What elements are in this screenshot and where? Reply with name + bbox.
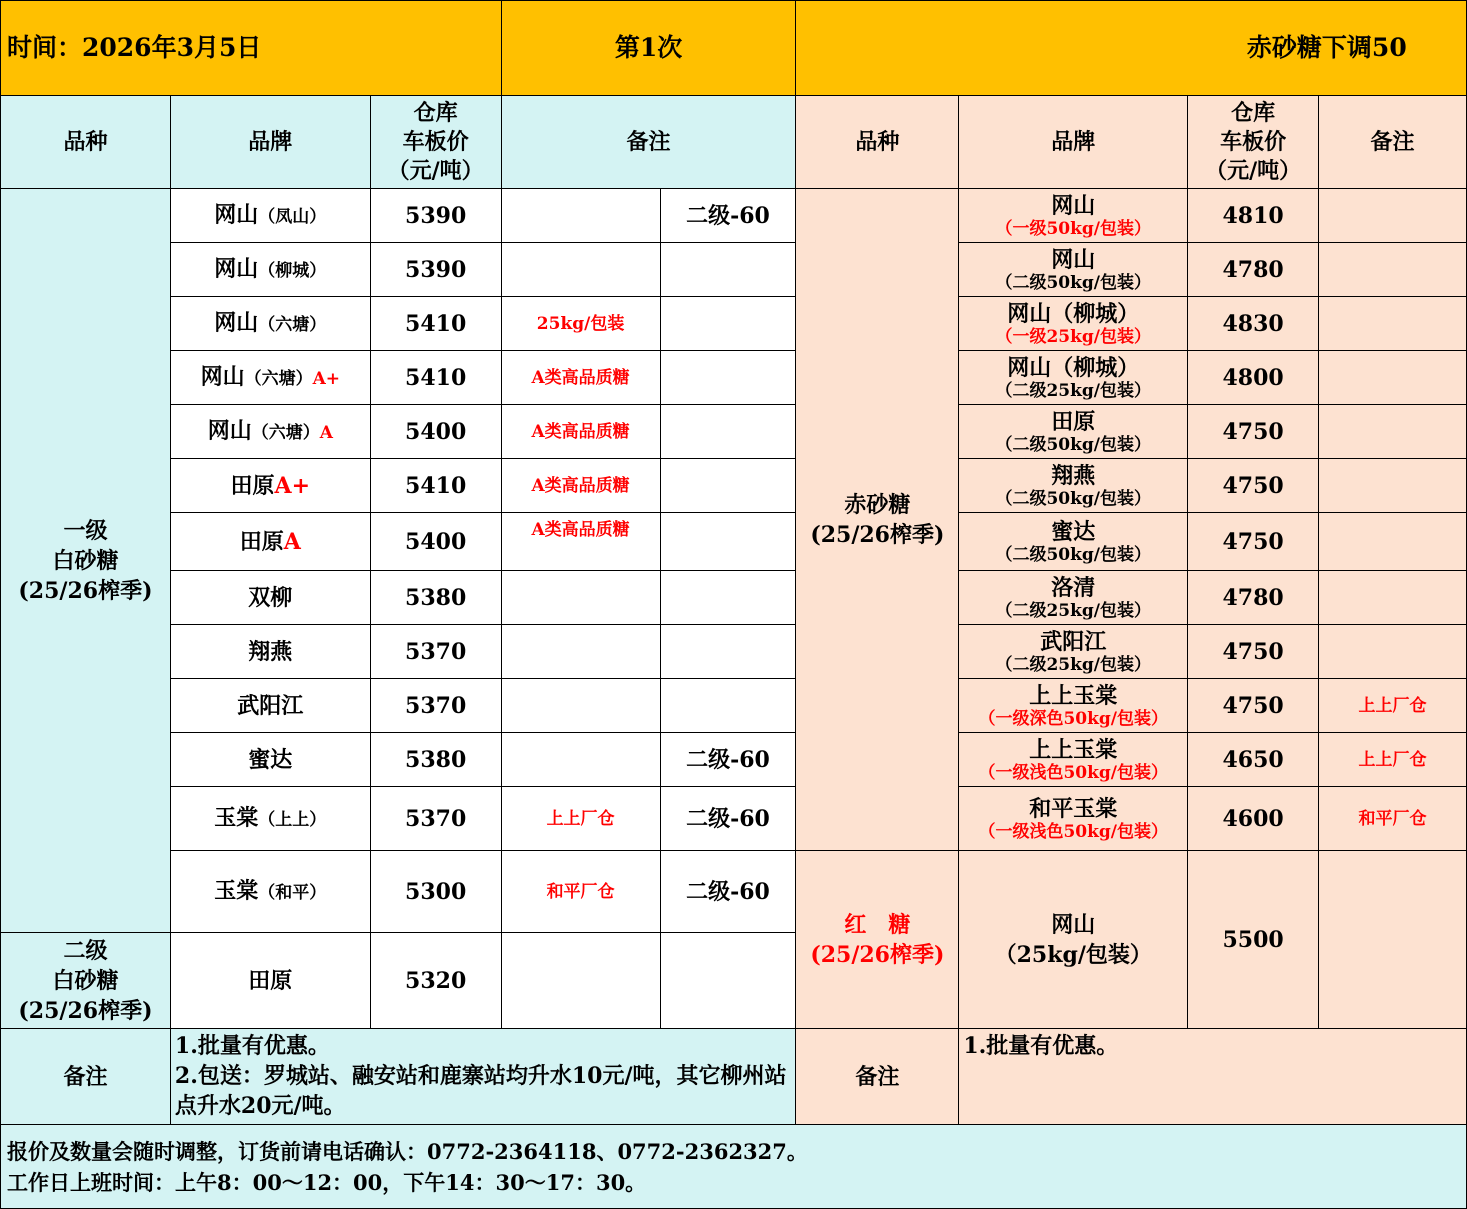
raw-brand: 和平玉棠 （一级浅色50kg/包装） <box>959 787 1188 851</box>
table-row <box>1 787 1467 851</box>
white-brand: 田原 <box>170 933 370 1029</box>
white-note2: 二级-60 <box>660 851 796 933</box>
raw-note <box>1319 351 1467 405</box>
table-row <box>1 733 1467 787</box>
white-note2 <box>660 679 796 733</box>
white-price: 5390 <box>370 243 501 297</box>
white-note: A类高品质糖 <box>501 459 660 513</box>
raw-note <box>1319 625 1467 679</box>
white-note <box>501 189 660 243</box>
white-note2 <box>660 405 796 459</box>
brown-brand: 网山 （25kg/包装） <box>959 851 1188 1029</box>
white-note2 <box>660 625 796 679</box>
raw-price: 4810 <box>1188 189 1319 243</box>
raw-price: 4750 <box>1188 459 1319 513</box>
white-price: 5400 <box>370 513 501 571</box>
raw-brand: 田原 （二级50kg/包装） <box>959 405 1188 459</box>
white-brand: 武阳江 <box>170 679 370 733</box>
white-note2 <box>660 933 796 1029</box>
white-brand: 田原A <box>170 513 370 571</box>
remarks-right: 1.批量有优惠。 <box>959 1029 1467 1125</box>
col-variety-right: 品种 <box>796 96 959 189</box>
raw-variety: 赤砂糖 (25/26榨季) <box>796 189 959 851</box>
white-note <box>501 571 660 625</box>
raw-price: 4750 <box>1188 625 1319 679</box>
white-price: 5300 <box>370 851 501 933</box>
col-remark-right: 备注 <box>1319 96 1467 189</box>
footer-row <box>1 1125 1467 1209</box>
col-remark: 备注 <box>501 96 796 189</box>
col-price-right: 仓库 车板价 （元/吨） <box>1188 96 1319 189</box>
white-note: 上上厂仓 <box>501 787 660 851</box>
raw-price: 4750 <box>1188 405 1319 459</box>
white-price: 5370 <box>370 679 501 733</box>
white-note <box>501 679 660 733</box>
white-note2: 二级-60 <box>660 733 796 787</box>
table-row <box>1 243 1467 297</box>
white-note2 <box>660 297 796 351</box>
brown-price: 5500 <box>1188 851 1319 1029</box>
white-grade2-variety: 二级 白砂糖 (25/26榨季) <box>1 933 171 1029</box>
raw-note <box>1319 243 1467 297</box>
white-brand: 双柳 <box>170 571 370 625</box>
white-brand: 网山（六塘）A+ <box>170 351 370 405</box>
white-price: 5370 <box>370 787 501 851</box>
raw-note <box>1319 513 1467 571</box>
raw-brand: 网山（柳城） （二级25kg/包装） <box>959 351 1188 405</box>
raw-brand: 网山（柳城） （一级25kg/包装） <box>959 297 1188 351</box>
white-note2: 二级-60 <box>660 189 796 243</box>
white-note <box>501 625 660 679</box>
raw-brand: 蜜达 （二级50kg/包装） <box>959 513 1188 571</box>
remarks-label-left: 备注 <box>1 1029 171 1125</box>
white-note2 <box>660 351 796 405</box>
raw-brand: 上上玉棠 （一级深色50kg/包装） <box>959 679 1188 733</box>
header-row <box>1 1 1467 96</box>
white-note <box>501 733 660 787</box>
table-row <box>1 351 1467 405</box>
col-brand-right: 品牌 <box>959 96 1188 189</box>
table-row <box>1 625 1467 679</box>
raw-price: 4830 <box>1188 297 1319 351</box>
white-brand: 网山（六塘） <box>170 297 370 351</box>
raw-note <box>1319 297 1467 351</box>
header-notice: 赤砂糖下调50 <box>1188 1 1467 96</box>
footer <box>1 1125 1467 1209</box>
white-price: 5320 <box>370 933 501 1029</box>
raw-brand: 网山 （一级50kg/包装） <box>959 189 1188 243</box>
raw-note <box>1319 459 1467 513</box>
raw-price: 4780 <box>1188 243 1319 297</box>
white-note2 <box>660 243 796 297</box>
footer-contact: 报价及数量会随时调整，订货前请电话确认：0772-2364118、0772-2362327。 <box>7 1138 808 1164</box>
table-row <box>1 513 1467 571</box>
white-note <box>501 243 660 297</box>
white-price: 5390 <box>370 189 501 243</box>
white-brand: 网山（柳城） <box>170 243 370 297</box>
table-row <box>1 571 1467 625</box>
raw-brand: 上上玉棠 （一级浅色50kg/包装） <box>959 733 1188 787</box>
raw-brand: 武阳江 （二级25kg/包装） <box>959 625 1188 679</box>
white-brand: 网山（凤山） <box>170 189 370 243</box>
raw-note: 和平厂仓 <box>1319 787 1467 851</box>
white-note: 和平厂仓 <box>501 851 660 933</box>
white-note <box>501 933 660 1029</box>
white-note2 <box>660 571 796 625</box>
col-variety: 品种 <box>1 96 171 189</box>
white-price: 5380 <box>370 733 501 787</box>
white-note: A类高品质糖 <box>501 513 660 571</box>
white-brand: 翔燕 <box>170 625 370 679</box>
table-row <box>1 679 1467 733</box>
white-brand: 玉棠（上上） <box>170 787 370 851</box>
raw-price: 4800 <box>1188 351 1319 405</box>
white-grade1-variety: 一级 白砂糖 (25/26榨季) <box>1 189 171 933</box>
table-row <box>1 405 1467 459</box>
footer-hours: 工作日上班时间：上午8：00～12：00，下午14：30～17：30。 <box>7 1169 647 1195</box>
raw-note <box>1319 405 1467 459</box>
raw-note <box>1319 571 1467 625</box>
header-issue: 第1次 <box>501 1 796 96</box>
header-date: 时间：2026年3月5日 <box>1 1 502 96</box>
white-brand: 田原A+ <box>170 459 370 513</box>
white-price: 5370 <box>370 625 501 679</box>
white-brand: 玉棠（和平） <box>170 851 370 933</box>
raw-brand: 洛清 （二级25kg/包装） <box>959 571 1188 625</box>
table-row <box>1 189 1467 243</box>
col-brand: 品牌 <box>170 96 370 189</box>
remarks-left: 1.批量有优惠。 2.包送：罗城站、融安站和鹿寨站均升水10元/吨，其它柳州站点升水20元/吨。 <box>170 1029 796 1125</box>
raw-price: 4750 <box>1188 513 1319 571</box>
white-price: 5410 <box>370 459 501 513</box>
raw-note <box>1319 189 1467 243</box>
white-brand: 网山（六塘）A <box>170 405 370 459</box>
white-note: 25kg/包装 <box>501 297 660 351</box>
white-note2 <box>660 513 796 571</box>
remarks-label-right: 备注 <box>796 1029 959 1125</box>
white-note2: 二级-60 <box>660 787 796 851</box>
raw-brand: 翔燕 （二级50kg/包装） <box>959 459 1188 513</box>
table-row <box>1 459 1467 513</box>
white-brand: 蜜达 <box>170 733 370 787</box>
white-price: 5410 <box>370 351 501 405</box>
raw-price: 4750 <box>1188 679 1319 733</box>
raw-price: 4650 <box>1188 733 1319 787</box>
table-row <box>1 851 1467 933</box>
raw-brand: 网山 （二级50kg/包装） <box>959 243 1188 297</box>
brown-note <box>1319 851 1467 1029</box>
white-note: A类高品质糖 <box>501 405 660 459</box>
raw-note: 上上厂仓 <box>1319 733 1467 787</box>
white-price: 5380 <box>370 571 501 625</box>
white-note: A类高品质糖 <box>501 351 660 405</box>
col-price: 仓库 车板价 （元/吨） <box>370 96 501 189</box>
raw-note: 上上厂仓 <box>1319 679 1467 733</box>
raw-price: 4780 <box>1188 571 1319 625</box>
white-price: 5410 <box>370 297 501 351</box>
white-price: 5400 <box>370 405 501 459</box>
white-note2 <box>660 459 796 513</box>
brown-variety: 红 糖 (25/26榨季) <box>796 851 959 1029</box>
raw-price: 4600 <box>1188 787 1319 851</box>
remarks-row <box>1 1029 1467 1125</box>
column-header-row <box>1 96 1467 189</box>
table-row <box>1 297 1467 351</box>
